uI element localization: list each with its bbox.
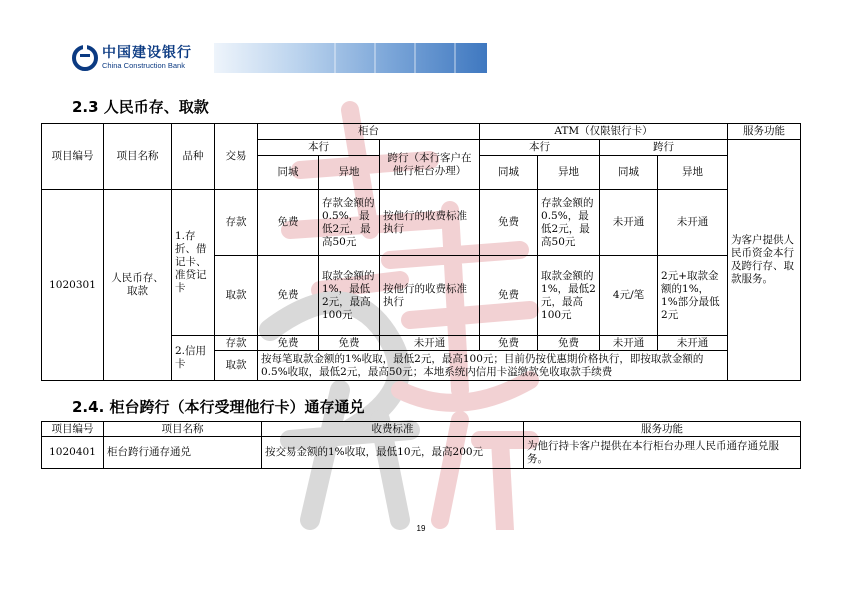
header-banner <box>214 43 487 73</box>
item-name-cell: 柜台跨行通存通兑 <box>104 437 262 469</box>
table-cell: 2元+取款金额的1%，1%部分最低2元 <box>658 256 728 336</box>
col-variety: 品种 <box>172 124 215 190</box>
transaction-deposit: 存款 <box>215 336 258 351</box>
transaction-withdraw: 取款 <box>215 351 258 381</box>
col-same-city: 同城 <box>258 156 319 190</box>
table-cell: 按他行的收费标准执行 <box>380 190 480 256</box>
item-no-cell: 1020401 <box>42 437 104 469</box>
page-header <box>72 43 487 73</box>
col-other-city: 异地 <box>538 156 600 190</box>
service-description: 为客户提供人民币资金本行及跨行存、取款服务。 <box>728 140 801 381</box>
col-item-no: 项目编号 <box>42 422 104 437</box>
col-same-city: 同城 <box>600 156 658 190</box>
item-no-cell: 1020301 <box>42 190 104 381</box>
table-cell: 免费 <box>538 336 600 351</box>
section-title-cross-bank-counter: 2.4. 柜台跨行（本行受理他行卡）通存通兑 <box>72 398 365 416</box>
cross-bank-counter-fee-table <box>41 421 801 469</box>
table-cell: 取款金额的1%，最低2元，最高100元 <box>319 256 380 336</box>
ccb-logo-icon <box>72 45 98 71</box>
table-cell: 未开通 <box>600 190 658 256</box>
table-cell: 按他行的收费标准执行 <box>380 256 480 336</box>
col-item-no: 项目编号 <box>42 124 104 190</box>
variety-debit-cards: 1.存折、借记卡、准贷记卡 <box>172 190 215 336</box>
table-cell: 未开通 <box>658 336 728 351</box>
transaction-deposit: 存款 <box>215 190 258 256</box>
col-other-city: 异地 <box>658 156 728 190</box>
page-number: 19 <box>416 524 426 533</box>
service-description: 为他行持卡客户提供在本行柜台办理人民币通存通兑服务。 <box>524 437 801 469</box>
col-fee: 收费标准 <box>262 422 524 437</box>
col-atm: ATM（仅限银行卡） <box>480 124 728 140</box>
table-cell: 免费 <box>480 256 538 336</box>
table-cell: 免费 <box>258 336 319 351</box>
col-counter-own-bank: 本行 <box>258 140 380 156</box>
table-cell: 免费 <box>480 190 538 256</box>
credit-card-withdraw-fee: 按每笔取款金额的1%收取，最低2元，最高100元；目前仍按优惠期价格执行，即按取款金额的0.5%收取，最低2元，最高50元；本地系统内信用卡溢缴款免收取款手续费 <box>258 351 728 381</box>
col-atm-own-bank: 本行 <box>480 140 600 156</box>
bank-name-en: China Construction Bank <box>102 61 185 71</box>
col-item-name: 项目名称 <box>104 422 262 437</box>
col-counter: 柜台 <box>258 124 480 140</box>
table-cell: 免费 <box>480 336 538 351</box>
table-cell: 免费 <box>319 336 380 351</box>
fee-cell: 按交易金额的1%收取，最低10元，最高200元 <box>262 437 524 469</box>
section-title-deposit-withdrawal: 2.3 人民币存、取款 <box>72 98 209 116</box>
table-cell: 取款金额的1%，最低2元，最高100元 <box>538 256 600 336</box>
table-cell: 免费 <box>258 190 319 256</box>
bank-logo <box>72 43 214 73</box>
table-cell: 4元/笔 <box>600 256 658 336</box>
transaction-withdraw: 取款 <box>215 256 258 336</box>
col-transaction: 交易 <box>215 124 258 190</box>
table-cell: 存款金额的0.5%，最低2元，最高50元 <box>319 190 380 256</box>
table-cell: 未开通 <box>600 336 658 351</box>
variety-credit-card: 2.信用卡 <box>172 336 215 381</box>
col-other-city: 异地 <box>319 156 380 190</box>
col-counter-cross-bank: 跨行（本行客户在他行柜台办理） <box>380 140 480 190</box>
table-cell: 免费 <box>258 256 319 336</box>
table-cell: 未开通 <box>658 190 728 256</box>
col-service: 服务功能 <box>728 124 801 140</box>
table-cell: 存款金额的0.5%，最低2元，最高50元 <box>538 190 600 256</box>
item-name-cell: 人民币存、取款 <box>104 190 172 381</box>
deposit-withdrawal-fee-table <box>41 123 801 381</box>
col-atm-cross-bank: 跨行 <box>600 140 728 156</box>
bank-name-cn: 中国建设银行 <box>102 45 192 62</box>
col-item-name: 项目名称 <box>104 124 172 190</box>
table-cell: 未开通 <box>380 336 480 351</box>
col-service: 服务功能 <box>524 422 801 437</box>
col-same-city: 同城 <box>480 156 538 190</box>
